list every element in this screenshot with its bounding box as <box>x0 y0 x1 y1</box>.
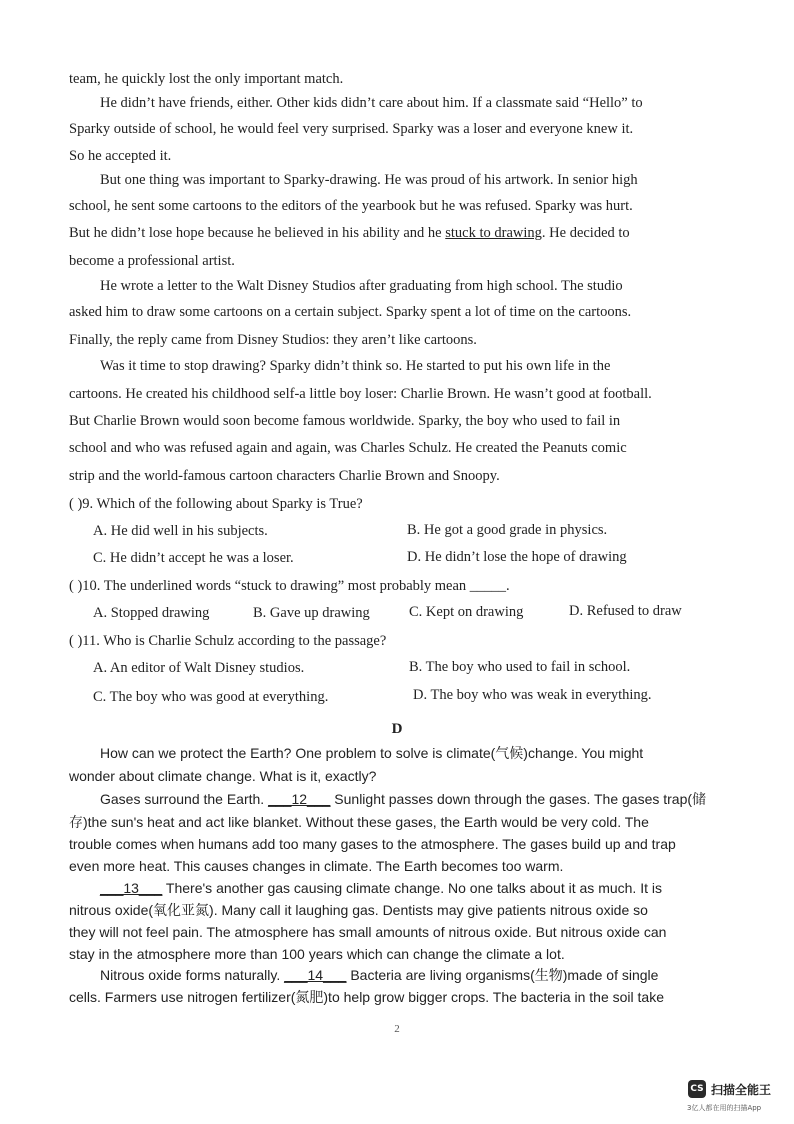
option-11a: A. An editor of Walt Disney studios. <box>93 660 305 676</box>
passage-text: . He decided to <box>541 225 630 241</box>
passage-line: become a professional artist. <box>69 253 235 269</box>
passage-line: But one thing was important to Sparky-drawing. He was proud of his artwork. In senior high <box>100 172 638 188</box>
passage-line: How can we protect the Earth? One problem to solve is climate(气候)change. You might <box>100 745 644 761</box>
question-9: ( )9. Which of the following about Sparky is True? <box>69 496 363 512</box>
option-11c: C. The boy who was good at everything. <box>93 689 329 705</box>
scanner-tagline: 3亿人都在用的扫描App <box>687 1104 762 1112</box>
passage-line: they will not feel pain. The atmosphere has small amounts of nitrous oxide. But nitrous oxide can <box>69 924 667 940</box>
passage-line: Was it time to stop drawing? Sparky didn’t think so. He started to put his own life in the <box>100 358 611 374</box>
passage-line: strip and the world-famous cartoon characters Charlie Brown and Snoopy. <box>69 468 500 484</box>
passage-text: But he didn’t lose hope because he believed in his ability and he <box>69 225 442 241</box>
section-heading: D <box>391 721 403 737</box>
passage-line <box>69 224 630 242</box>
passage-line <box>100 790 706 808</box>
option-9c: C. He didn’t accept he was a loser. <box>93 550 294 566</box>
scanner-watermark <box>688 1080 771 1098</box>
cs-logo-icon: CS <box>688 1080 706 1098</box>
passage-line <box>100 879 662 897</box>
passage-line <box>100 966 658 984</box>
underlined-phrase: stuck to drawing <box>445 225 542 241</box>
passage-text: Bacteria are living organisms(生物)made of single <box>346 967 659 983</box>
question-11: ( )11. Who is Charlie Schulz according to the passage? <box>69 633 387 649</box>
passage-line: cartoons. He created his childhood self-a little boy loser: Charlie Brown. He wasn’t good at football. <box>69 386 652 402</box>
option-10c: C. Kept on drawing <box>409 604 524 620</box>
option-11d: D. The boy who was weak in everything. <box>413 687 652 703</box>
blank-14: ___14___ <box>284 967 347 983</box>
passage-line: team, he quickly lost the only important match. <box>69 71 344 87</box>
blank-13: ___13___ <box>100 880 163 896</box>
passage-text: Gases surround the Earth. <box>100 791 269 807</box>
passage-line: nitrous oxide(氧化亚氮). Many call it laughing gas. Dentists may give patients nitrous oxide so <box>69 902 648 918</box>
passage-text: Sunlight passes down through the gases. The gases trap(储 <box>330 791 707 807</box>
passage-line: asked him to draw some cartoons on a certain subject. Sparky spent a lot of time on the cartoons. <box>69 304 632 320</box>
passage-line: 存)the sun's heat and act like blanket. Without these gases, the Earth would be very cold. The <box>69 814 649 830</box>
scanner-app-name: 扫描全能王 <box>711 1082 772 1097</box>
passage-text: Nitrous oxide forms naturally. <box>100 967 285 983</box>
blank-12: ___12___ <box>268 791 331 807</box>
passage-line: stay in the atmosphere more than 100 years which can change the climate a lot. <box>69 946 565 962</box>
passage-line: But Charlie Brown would soon become famous worldwide. Sparky, the boy who used to fail in <box>69 413 621 429</box>
option-10a: A. Stopped drawing <box>93 605 210 621</box>
option-9a: A. He did well in his subjects. <box>93 523 268 539</box>
passage-line: cells. Farmers use nitrogen fertilizer(氮肥)to help grow bigger crops. The bacteria in the soil take <box>69 989 664 1005</box>
option-9b: B. He got a good grade in physics. <box>407 522 608 538</box>
passage-line: So he accepted it. <box>69 148 172 164</box>
passage-line: Sparky outside of school, he would feel very surprised. Sparky was a loser and everyone knew it. <box>69 121 634 137</box>
passage-line: He wrote a letter to the Walt Disney Studios after graduating from high school. The studio <box>100 278 623 294</box>
passage-line: even more heat. This causes changes in climate. The Earth becomes too warm. <box>69 858 564 874</box>
option-10b: B. Gave up drawing <box>253 605 370 621</box>
passage-line: trouble comes when humans add too many gases to the atmosphere. The gases build up and trap <box>69 836 676 852</box>
option-10d: D. Refused to draw <box>569 603 682 619</box>
passage-line: school and who was refused again and again, was Charles Schulz. He created the Peanuts comic <box>69 440 627 456</box>
passage-text: There's another gas causing climate change. No one talks about it as much. It is <box>162 880 662 896</box>
page-number: 2 <box>394 1023 400 1035</box>
passage-line: school, he sent some cartoons to the editors of the yearbook but he was refused. Sparky was hurt. <box>69 198 633 214</box>
passage-line: wonder about climate change. What is it, exactly? <box>69 768 377 784</box>
option-11b: B. The boy who used to fail in school. <box>409 659 631 675</box>
question-10: ( )10. The underlined words “stuck to drawing” most probably mean _____. <box>69 578 510 594</box>
passage-line: He didn’t have friends, either. Other kids didn’t care about him. If a classmate said “Hello” to <box>100 95 643 111</box>
option-9d: D. He didn’t lose the hope of drawing <box>407 549 627 565</box>
passage-line: Finally, the reply came from Disney Studios: they aren’t like cartoons. <box>69 332 477 348</box>
